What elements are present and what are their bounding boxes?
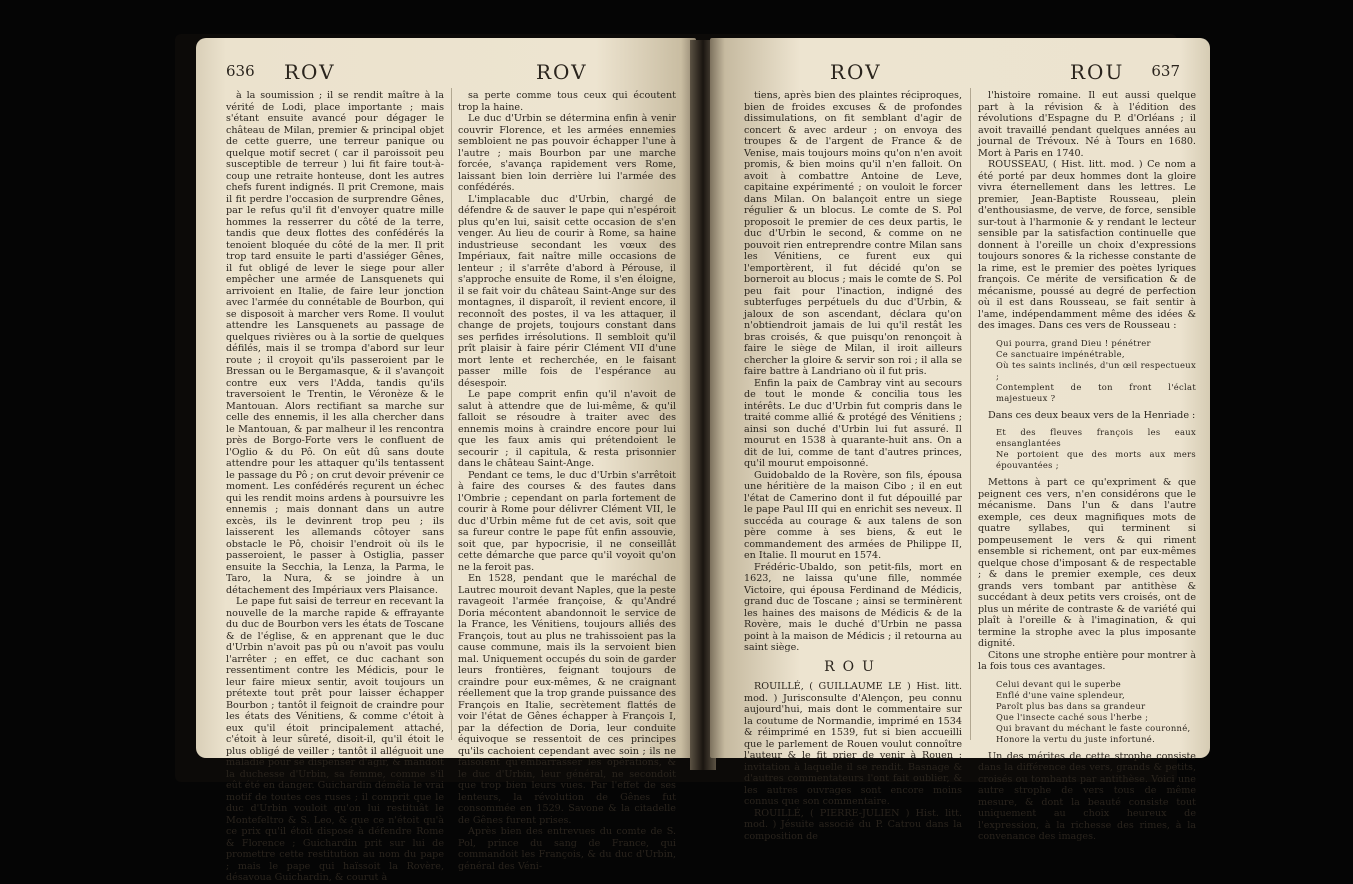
verse-line: Contemplent de ton front l'éclat majestueux ?	[996, 381, 1196, 403]
verse-line: Honore la vertu du juste infortuné.	[996, 733, 1156, 744]
verse-line: Et des fleuves françois les eaux ensanglantées	[996, 427, 1196, 448]
column-rule	[970, 88, 971, 740]
paragraph: Frédéric-Ubaldo, son petit-fils, mort en 1623, ne laissa qu'une fille, nommée Victoire, qui épousa Ferdinand de Médicis, grand duc de Toscane ; ainsi se terminèrent les haines des maisons de Médicis & de la Rovère, mais le duché d'Urbin ne passa point à la maison de Médicis ; il retourna au saint siège.	[744, 561, 962, 653]
right-page	[710, 38, 1210, 842]
verse-line: Qui pourra, grand Dieu ! pénétrer	[996, 337, 1151, 348]
left-column-1	[226, 90, 444, 883]
paragraph: Dans ces deux beaux vers de la Henriade :	[988, 409, 1196, 421]
paragraph: Le pape comprit enfin qu'il n'avoit de salut à attendre que de lui-même, & qu'il falloit se résoudre à traiter avec des ennemis moins à craindre encore pour lui que les faux amis qui prétendoient le secourir ; il capitula, & resta prisonnier dans le château Saint-Ange.	[458, 389, 676, 469]
paragraph: tiens, après bien des plaintes réciproques, bien de froides excuses & de profondes dissimulations, on fit semblant d'agir de concert & avec ardeur ; on envoya des troupes & de l'argent de France & de Venise, mais toujours moins qu'on n'en avoit promis, & bien moins qu'il n'en falloit. On avoit à combattre Antoine de Leve, capitaine expérimenté ; on vouloit le forcer dans Milan. On balançoit entre un siege régulier & un blocus. Le comte de S. Pol proposoit le premier de ces deux partis, le duc d'Urbin le second, & comme on ne pouvoit rien entreprendre contre Milan sans les Vénitiens, ce furent eux qui l'emportèrent, il fut décidé qu'on se borneroit au blocus ; mais le comte de S. Pol peu fait pour l'inaction, indigné des subterfuges perpétuels du duc d'Urbin, & jaloux de son ascendant, déclara qu'on n'obtiendroit jamais de lui qu'il restât les bras croisés, & que puisqu'on renonçoit à faire le siège de Milan, il iroit ailleurs chercher la gloire & servir son roi ; il alla se faire battre à Landriano où il fut pris.	[744, 90, 962, 377]
left-page-header	[226, 60, 666, 86]
verse-quote	[996, 338, 1196, 404]
verse-line: Qui bravant du méchant le faste couronné,	[996, 722, 1191, 733]
verse-line: Paroît plus bas dans sa grandeur	[996, 700, 1146, 711]
paragraph: Après bien des entrevues du comte de S. Pol, prince du sang de France, qui commandoit les François, & du duc d'Urbin, général des Véni-	[458, 826, 676, 872]
paragraph: à la soumission ; il se rendit maître à la vérité de Lodi, place importante ; mais s'étant ensuite avancé pour dégager le château de Milan, premier & principal objet de cette guerre, une terreur panique ou quelque motif secret ( car il paroissoit peu susceptible de terreur ) lui fit faire tout-à-coup une retraite honteuse, dont les autres chefs furent indignés. Il prit Cremone, mais il fit perdre l'occasion de surprendre Gênes, par le refus qu'il fit d'envoyer quatre mille hommes la resserrer du côté de la terre, tandis que deux flottes des confédérés la tenoient bloquée du côté de la mer. Il prit trop tard ensuite le parti d'assiéger Gênes, il fut obligé de lever le siege pour aller empêcher une armée de Lansquenets qui arrivoient en Italie, de faire leur jonction avec l'armée du connétable de Bourbon, qui se disposoit à marcher vers Rome. Il voulut attendre les Lansquenets au passage de quelques rivières ou à la sortie de quelques défilés, mais il se trompa d'abord sur leur route ; il croyoit qu'ils passeroient par le Bressan ou le Bergamasque, & il s'avançoit contre eux vers l'Adda, tandis qu'ils traversoient le Trentin, le Véronèze & le Mantouan. Alors rectifiant sa marche sur celle des ennemis, il les alla chercher dans le Mantouan, & par malheur il les rencontra près de Borgo-Forte vers le confluent de l'Oglio & du Pô. On eût dû sans doute attendre pour les attaquer qu'ils tentassent le passage du Pô ; on crut devoir prévenir ce moment. Les confédérés reçurent un échec qui les rendit moins ardens à poursuivre les ennemis ; mais donnant dans un autre excès, ils le devinrent trop peu ; ils laisserent les allemands côtoyer sans obstacle le Pô, choisir l'endroit où ils le passeroient, le passer à Ostiglia, passer ensuite la Secchia, la Lenza, la Parma, le Taro, la Nura, & se joindre à un détachement des Impériaux vers Plaisance.	[226, 90, 444, 596]
paragraph: Le pape fut saisi de terreur en recevant la nouvelle de la marche rapide & effrayante du duc de Bourbon vers les états de Toscane & de l'église, & en apprenant que le duc d'Urbin n'avoit pas pû ou n'avoit pas voulu l'arrêter ; en effet, ce duc cachant son ressentiment contre les Médicis, pour le leur faire mieux sentir, avoit toujours un prétexte tout prêt pour laisser échapper Bourbon ; tantôt il feignoit de craindre pour les états des Vénitiens, & comme c'étoit à eux qu'il étoit principalement attaché, c'étoit à leur sûreté, disoit-il, qu'il étoit le plus obligé de veiller ; tantôt il alléguoit une maladie pour se dispenser d'agir, & mandoit la duchesse d'Urbin, sa femme, comme s'il eût été en danger. Guichardin démêla le vrai motif de toutes ces ruses ; il comprit que le duc d'Urbin vouloit qu'on lui restituât le Montefeltro & S. Leo, & que ce n'étoit qu'à ce prix qu'il étoit disposé à défendre Rome & Florence ; Guichardin prit sur lui de promettre cette restitution au nom du pape ; mais le pape qui haïssoit la Rovère, désavoua Guichardin, & courut à	[226, 596, 444, 883]
paragraph: Un des mérites de cette strophe consiste dans la différence des vers, grands & petits, croisés ou tombants par antithèse. Voici une autre strophe de vers tous de même mesure, & dont la beauté consiste tout uniquement au choix heureux de l'expression, à la richesse des rimes, à la convenance des images.	[978, 750, 1196, 842]
column-rule	[451, 88, 452, 740]
page-number: 636	[226, 62, 255, 80]
verse-quote	[996, 427, 1196, 471]
verse-line: Ce sanctuaire impénétrable,	[996, 348, 1125, 359]
paragraph: sa perte comme tous ceux qui écoutent trop la haine.	[458, 90, 676, 113]
running-head-right: ROU	[1070, 60, 1125, 84]
paragraph: En 1528, pendant que le maréchal de Lautrec mouroit devant Naples, que la peste ravageoit l'armée françoise, & qu'André Doria mécontent abandonnoit le service de la France, les Vénitiens, toujours alliés des François, tout au plus ne trahissoient pas la cause commune, mais ils la servoient bien mal. Uniquement occupés du soin de garder leurs frontières, feignant toujours de craindre pour eux-mêmes, & ne craignant réellement que la trop grande puissance des François en Italie, secrètement flattés de voir l'état de Gênes échapper à François I, par la défection de Doria, leur conduite équivoque se ressentoit de ces principes qu'ils cachoient cependant avec soin ; ils ne faisoient qu'embarrasser les opérations, & le duc d'Urbin, leur général, ne secondoit que trop bien leurs vues. Par l'effet de ses lenteurs, la révolution de Gênes fut consommée en 1529. Savone & la citadelle de Gênes furent prises.	[458, 573, 676, 826]
left-column-2	[458, 90, 676, 872]
paragraph: Le duc d'Urbin se détermina enfin à venir couvrir Florence, et les armées ennemies sembloient ne pas pouvoir échapper l'une à l'autre ; mais Bourbon par une marche forcée, s'avança rapidement vers Rome, laissant bien loin derrière lui l'armée des confédérés.	[458, 113, 676, 193]
running-head-right: ROV	[536, 60, 588, 84]
paragraph: L'implacable duc d'Urbin, chargé de défendre & de sauver le pape qui n'espéroit plus qu'en lui, saisit cette occasion de s'en venger. Au lieu de courir à Rome, sa haine industrieuse secondant les vœux des Impériaux, fait naître mille occasions de lenteur ; il s'arrête d'abord à Pérouse, il s'approche ensuite de Rome, il s'en éloigne, il se fait voir du château Saint-Ange sur des montagnes, il disparoît, il revient encore, il reconnoît des postes, il va les attaquer, il change de projets, toujours constant dans ses perfides irrésolutions. Il sembloit qu'il prît plaisir à faire périr Clément VII d'une mort lente et recherchée, en le faisant passer mille fois de l'espérance au désespoir.	[458, 193, 676, 389]
section-heading: ROU	[824, 658, 882, 675]
running-head-left: ROV	[284, 60, 336, 84]
page-number: 637	[1151, 62, 1180, 80]
verse-line: Ne portoient que des morts aux mers épouvantées ;	[996, 449, 1196, 470]
verse-quote	[996, 679, 1196, 745]
paragraph: ROUILLÉ, ( GUILLAUME LE ) Hist. litt. mod. ) Jurisconsulte d'Alençon, peu connu aujourd'hui, mais dont le commentaire sur la coutume de Normandie, imprimé en 1534 & réimprimé en 1539, fut si bien accueilli que le parlement de Rouen voulut connoître l'auteur & le fit prier de venir à Rouen ; invitation à laquelle il se rendit. Basnage & d'autres commentateurs l'ont fait oublier, & les autres ouvrages sont encore moins connus que son commentaire.	[744, 681, 962, 807]
paragraph: Enfin la paix de Cambray vint au secours de tout le monde & concilia tous les intérêts. Le duc d'Urbin fut compris dans le traité comme allié & protégé des Vénitiens ; ainsi son duché d'Urbin lui fut assuré. Il mourut en 1538 à quarante-huit ans. On a dit de lui, comme de tant d'autres princes, qu'il mourut empoisonné.	[744, 377, 962, 469]
verse-line: Enflé d'une vaine splendeur,	[996, 689, 1125, 700]
paragraph: l'histoire romaine. Il eut aussi quelque part à la révision & à l'édition des révolutions d'Espagne du P. d'Orléans ; il avoit travaillé pendant quelques années au journal de Trévoux. Né à Tours en 1680. Mort à Paris en 1740.	[978, 90, 1196, 159]
paragraph: Pendant ce tems, le duc d'Urbin s'arrêtoit à faire des courses & des fautes dans l'Ombrie ; cependant on parla fortement de courir à Rome pour délivrer Clément VII, le duc d'Urbin même fut de cet avis, soit que sa fureur contre le pape fût enfin assouvie, soit que, par hypocrisie, il ne conseillât cette démarche que parce qu'il voyoit qu'on ne la feroit pas.	[458, 469, 676, 573]
right-page-header	[740, 60, 1180, 86]
right-column-1	[744, 90, 962, 842]
right-column-2	[978, 90, 1196, 842]
verse-line: Celui devant qui le superbe	[996, 678, 1122, 689]
running-head-left: ROV	[830, 60, 882, 84]
paragraph: ROUSSEAU, ( Hist. litt. mod. ) Ce nom a été porté par deux hommes dont la gloire vivra éternellement dans les lettres. Le premier, Jean-Baptiste Rousseau, plein d'enthousiasme, de verve, de force, sensible sur-tout à l'harmonie & y rendant le lecteur sensible par la satisfaction continuelle que donnent à l'oreille un choix d'expressions toujours sonores & la richesse constante de la rime, est le premier des poètes lyriques françois. Ce mérite de versification & de mécanisme, poussé au degré de perfection où il est dans Rousseau, se fait sentir à l'ame, indépendamment même des idées & des images. Dans ces vers de Rousseau :	[978, 159, 1196, 331]
paragraph: ROUILLÉ, ( PIERRE-JULIEN ) Hist. litt. mod. ) Jésuite associé du P. Catrou dans la composition de	[744, 807, 962, 842]
left-page	[196, 38, 696, 883]
paragraph: Mettons à part ce qu'expriment & que peignent ces vers, n'en considérons que le mécanisme. Dans l'un & dans l'autre exemple, ces deux magnifiques mots de quatre syllabes, qui terminent si pompeusement le vers & qui riment ensemble si richement, ont par eux-mêmes quelque chose d'imposant & de respectable ; & dans le premier exemple, ces deux grands vers tombant par antithèse & succédant à deux petits vers croisés, ont de plus un mérite de contraste & de variété qui plaît à l'oreille & à l'imagination, & qui termine la strophe avec la plus imposante dignité.	[978, 477, 1196, 649]
paragraph: Citons une strophe entière pour montrer à la fois tous ces avantages.	[978, 649, 1196, 672]
verse-line: Que l'insecte caché sous l'herbe ;	[996, 711, 1149, 722]
paragraph: Guidobaldo de la Rovère, son fils, épousa une héritière de la maison Cibo ; il en eut l'état de Camerino dont il fut dépouillé par le pape Paul III qui en enrichit ses neveux. Il succéda au courage & aux talens de son père comme à ses biens, & eut le commandement des armées de Philippe II, en Italie. Il mourut en 1574.	[744, 469, 962, 561]
verse-line: Où tes saints inclinés, d'un œil respectueux ;	[996, 359, 1196, 381]
